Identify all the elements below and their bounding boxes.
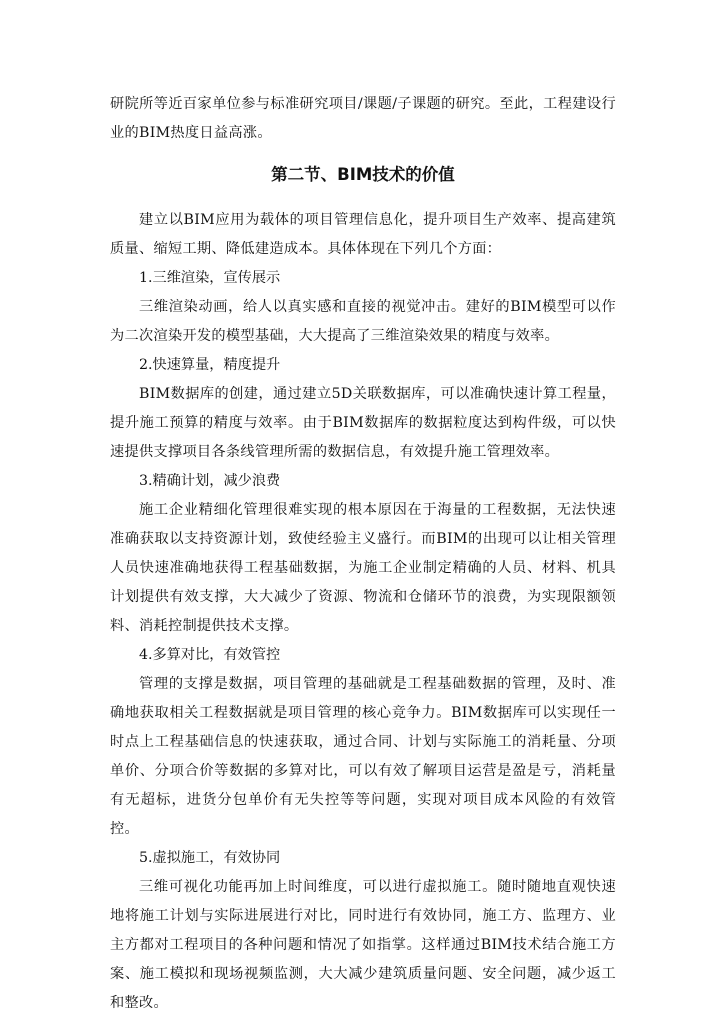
item-3-heading: 3.精确计划，减少浪费 <box>139 473 281 489</box>
item-5-body: 三维可视化功能再加上时间维度，可以进行虚拟施工。随时随地直观快速地将施工计划与实际进展进行对比，同时进行有效协同，施工方、监理方、业主方都对工程项目的各种问题和情况了如指掌。这样通过BIM技术结合施工方案、施工模拟和现场视频监测，大大减少建筑质量问题、安全问题，减少返工和整改。 <box>110 879 616 1011</box>
item-4-heading: 4.多算对比，有效管控 <box>139 647 281 663</box>
lead-paragraph: 建立以BIM应用为载体的项目管理信息化，提升项目生产效率、提高建筑质量、缩短工期、降低建造成本。具体体现在下列几个方面： <box>110 212 616 257</box>
item-1-body: 三维渲染动画，给人以真实感和直接的视觉冲击。建好的BIM模型可以作为二次渲染开发的模型基础，大大提高了三维渲染效果的精度与效率。 <box>110 299 616 344</box>
item-4-body: 管理的支撑是数据，项目管理的基础就是工程基础数据的管理，及时、准确地获取相关工程数据就是项目管理的核心竞争力。BIM数据库可以实现任一时点上工程基础信息的快速获取，通过合同、计划与实际施工的消耗量、分项单价、分项合价等数据的多算对比，可以有效了解项目运营是盈是亏，消耗量有无超标，进货分包单价有无失控等等问题，实现对项目成本风险的有效管控。 <box>110 676 616 837</box>
item-5-heading: 5.虚拟施工，有效协同 <box>139 850 281 866</box>
intro-paragraph-tail: 研院所等近百家单位参与标准研究项目/课题/子课题的研究。至此，工程建设行业的BIM热度日益高涨。 <box>110 96 616 141</box>
section-title: 第二节、BIM技术的价值 <box>271 165 455 184</box>
document-page <box>110 90 616 1018</box>
item-2-body: BIM数据库的创建，通过建立5D关联数据库，可以准确快速计算工程量，提升施工预算的精度与效率。由于BIM数据库的数据粒度达到构件级，可以快速提供支撑项目各条线管理所需的数据信息，有效提升施工管理效率。 <box>110 386 616 460</box>
item-1-heading: 1.三维渲染，宣传展示 <box>139 270 281 286</box>
item-2-heading: 2.快速算量，精度提升 <box>139 357 281 373</box>
item-3-body: 施工企业精细化管理很难实现的根本原因在于海量的工程数据，无法快速准确获取以支持资源计划，致使经验主义盛行。而BIM的出现可以让相关管理人员快速准确地获得工程基础数据，为施工企业制定精确的人员、材料、机具计划提供有效支撑，大大减少了资源、物流和仓储环节的浪费，为实现限额领料、消耗控制提供技术支撑。 <box>110 502 616 634</box>
